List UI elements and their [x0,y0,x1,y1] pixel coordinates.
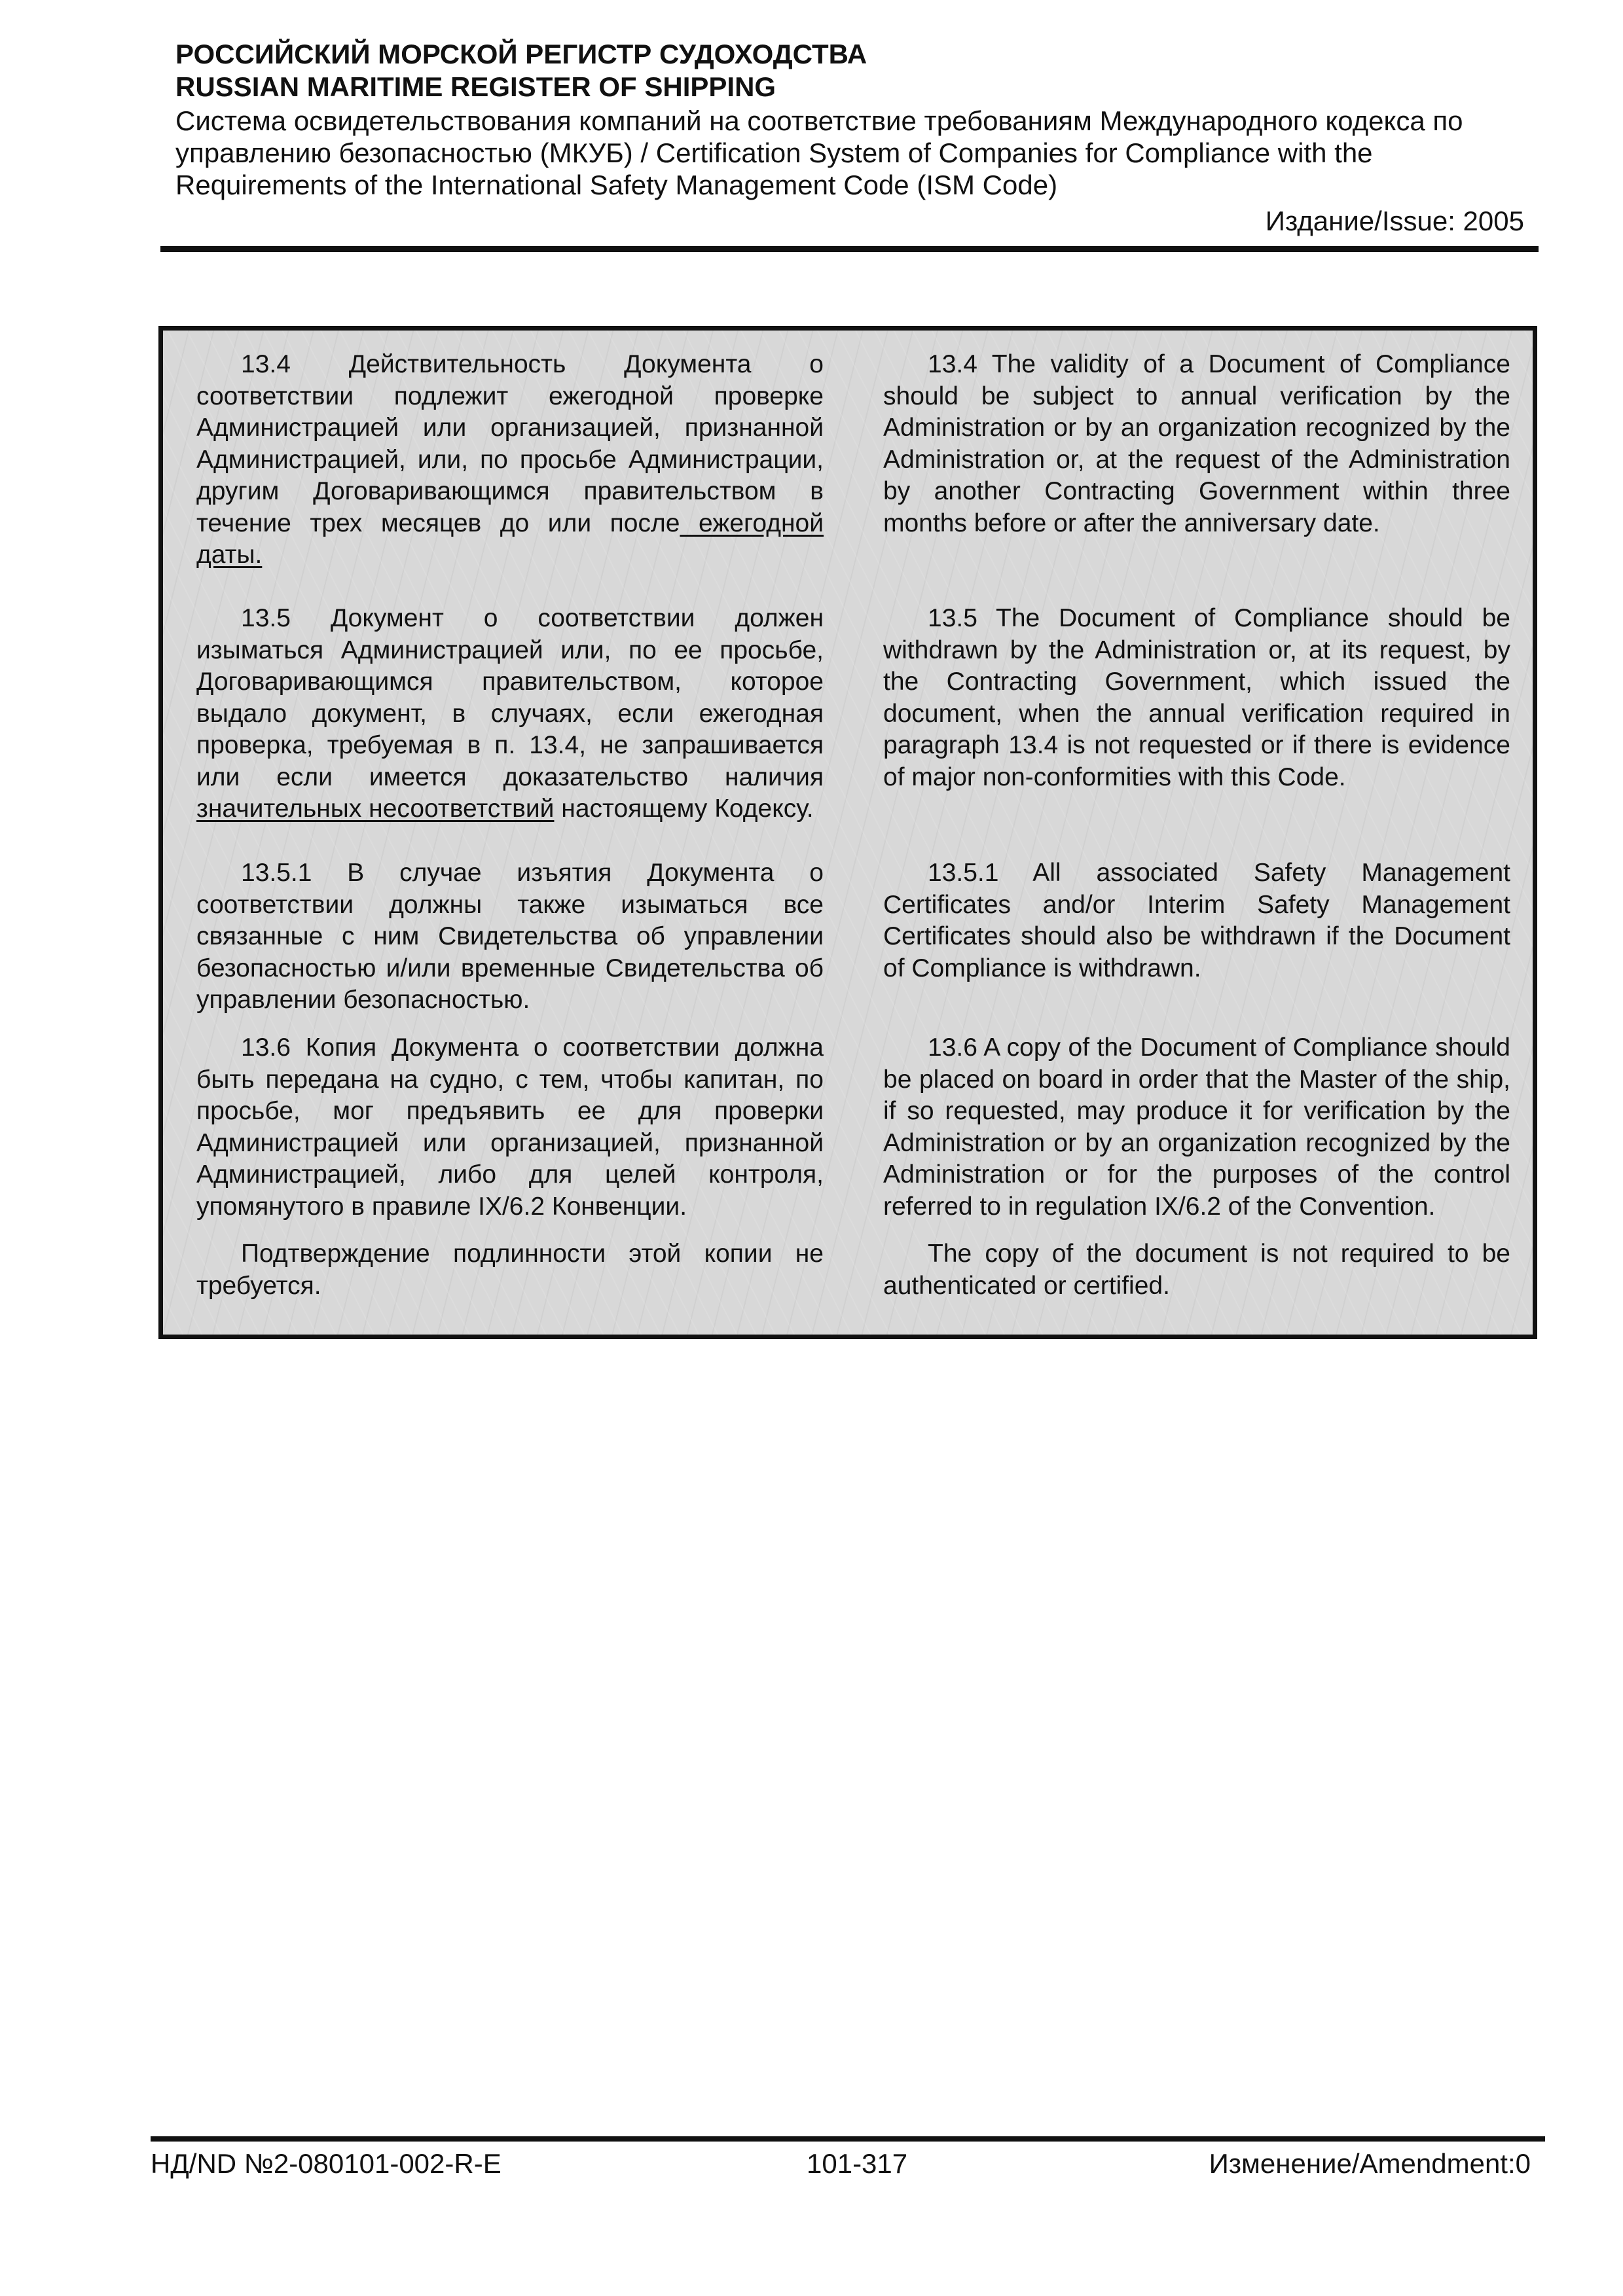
paragraph-13-6-en: 13.6 A copy of the Document of Compliance should be placed on board in order that the Master of the ship, if so requested, may produce it for verification by the Administration or by an organization recognized by the Administration or for the purposes of the control referred to in regulation IX/6.2 of the Convention. [883,1033,1510,1221]
underlined-text: значительных несоответствий [196,795,555,823]
header-divider [160,246,1539,252]
document-number: НД/ND №2-080101-002-R-E [151,2148,501,2179]
page-footer [151,2144,1531,2183]
page-header [175,38,1524,238]
underlined-text: ежегодной даты. [196,509,824,569]
paragraph-13-5-1-ru: 13.5.1 В случае изъятия Документа о соответствии должны также изыматься все связанные с ним Свидетельства об управлении безопасностью и/или временные Свидетельства об управлении безопасностью. [196,859,824,1014]
paragraph-copy-en: The copy of the document is not required to be authenticated or certified. [883,1240,1510,1300]
paragraph-text: 13.5 Документ о соответствии должен изыматься Администрацией или, по ее просьбе, Договаривающимся правительством, которое выдало документ, в случаях, если ежегодная проверка, требуемая в п. 13.4, не запрашивается или если имеется доказательство наличия [196,604,824,791]
paragraph-text: 13.4 Действительность Документа о соответствии подлежит ежегодной проверке Администрацией или организацией, признанной Администрацией, или, по просьбе Администрации, другим Договаривающимся правительством в течение трех месяцев до или после [196,350,824,537]
register-title-ru: РОССИЙСКИЙ МОРСКОЙ РЕГИСТР СУДОХОДСТВА [175,39,867,69]
paragraph-13-5-ru [196,603,824,825]
document-subtitle: Система освидетельствования компаний на соответствие требованиям Международного кодекса по управлению безопасностью (МКУБ) / Certification System of Companies for Compliance with the Requirements of the International Safety Management Code (ISM Code) [175,105,1463,200]
page-number: 101-317 [807,2148,908,2179]
footer-divider [151,2136,1545,2142]
content-box [158,326,1537,1339]
paragraph-13-4-en: 13.4 The validity of a Document of Compliance should be subject to annual verification by the Administration or by an organization recognized by the Administration or, at the request of the Administration by another Contracting Government within three months before or after the anniversary date. [883,350,1510,537]
issue-label: Издание/Issue: 2005 [1265,206,1524,236]
paragraph-13-5-en: 13.5 The Document of Compliance should be withdrawn by the Administration or, at its request, by the Contracting Government, which issued the document, when the annual verification required in paragraph 13.4 is not requested or if there is evidence of major non-conformities with this Code. [883,604,1510,791]
register-title-en: RUSSIAN MARITIME REGISTER OF SHIPPING [175,71,776,102]
paragraph-13-6-ru: 13.6 Копия Документа о соответствии должна быть передана на судно, с тем, чтобы капитан, по просьбе, мог предъявить ее для проверки Администрацией или организацией, признанной Администрацией, либо для целей контроля, упомянутого в правиле IX/6.2 Конвенции. [196,1033,824,1221]
paragraph-text: настоящему Кодексу. [554,795,814,823]
paragraph-13-5-1-en: 13.5.1 All associated Safety Management Certificates and/or Interim Safety Management Certificates should also be withdrawn if the Document of Compliance is withdrawn. [883,859,1510,982]
paragraph-13-4-ru [196,349,824,571]
amendment-label: Изменение/Amendment:0 [1209,2148,1531,2179]
paragraph-copy-ru: Подтверждение подлинности этой копии не требуется. [196,1240,824,1300]
